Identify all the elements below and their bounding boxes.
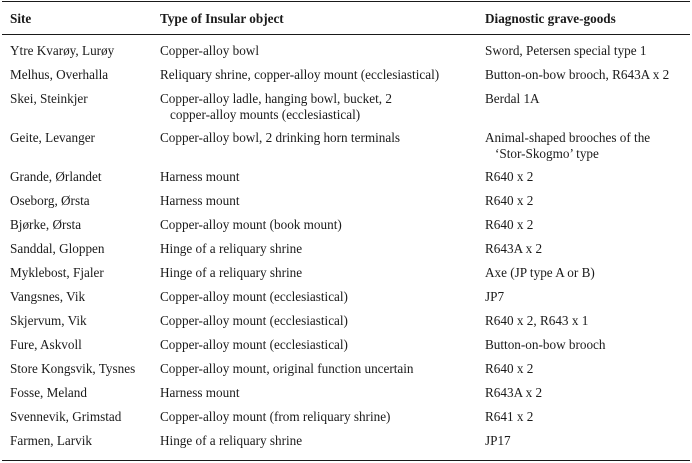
cell-object-type: Hinge of a reliquary shrine xyxy=(160,241,303,256)
header-rule xyxy=(2,34,690,35)
cell-site: Bjørke, Ørsta xyxy=(10,217,82,232)
header-grave-goods: Diagnostic grave-goods xyxy=(485,11,616,26)
cell-site: Myklebost, Fjaler xyxy=(10,265,104,280)
cell-object-type: Copper-alloy mount (ecclesiastical) xyxy=(160,289,348,304)
cell-site: Ytre Kvarøy, Lurøy xyxy=(10,43,115,58)
cell-grave-goods: Sword, Petersen special type 1 xyxy=(485,43,647,58)
cell-site: Grande, Ørlandet xyxy=(10,169,102,184)
cell-site: Melhus, Overhalla xyxy=(10,67,109,82)
cell-site: Skjervum, Vik xyxy=(10,313,87,328)
cell-object-type: Copper-alloy mount (from reliquary shrine) xyxy=(160,409,391,424)
cell-object-type: Copper-alloy mount (ecclesiastical) xyxy=(160,337,348,352)
top-rule xyxy=(2,1,690,2)
cell-object-type: Copper-alloy ladle, hanging bowl, bucket, 2 xyxy=(160,91,392,106)
cell-object-type: Copper-alloy mount (ecclesiastical) xyxy=(160,313,348,328)
cell-site: Fure, Askvoll xyxy=(10,337,82,352)
cell-grave-goods: Axe (JP type A or B) xyxy=(485,265,595,280)
cell-site: Farmen, Larvik xyxy=(10,433,93,448)
cell-object-type: Copper-alloy mount, original function uncertain xyxy=(160,361,414,376)
cell-object-type: Harness mount xyxy=(160,169,240,184)
header-site: Site xyxy=(10,11,32,26)
cell-object-type: Copper-alloy mount (book mount) xyxy=(160,217,342,232)
cell-object-type: Hinge of a reliquary shrine xyxy=(160,433,303,448)
bottom-rule xyxy=(2,460,690,461)
cell-grave-goods: R640 x 2 xyxy=(485,217,534,232)
cell-site: Fosse, Meland xyxy=(10,385,87,400)
cell-grave-goods: R640 x 2 xyxy=(485,169,534,184)
cell-site: Geite, Levanger xyxy=(10,130,95,145)
cell-object-type: Hinge of a reliquary shrine xyxy=(160,265,303,280)
cell-grave-goods: R640 x 2 xyxy=(485,361,534,376)
cell-grave-goods: Button-on-bow brooch xyxy=(485,337,606,352)
cell-grave-goods: Animal-shaped brooches of the xyxy=(485,130,651,145)
cell-site: Svennevik, Grimstad xyxy=(10,409,122,424)
cell-object-type: Copper-alloy bowl xyxy=(160,43,259,58)
cell-grave-goods: R643A x 2 xyxy=(485,385,543,400)
cell-grave-goods: JP17 xyxy=(485,433,511,448)
cell-grave-goods: R640 x 2 xyxy=(485,193,534,208)
header-object-type: Type of Insular object xyxy=(160,11,284,26)
cell-grave-goods: R640 x 2, R643 x 1 xyxy=(485,313,589,328)
cell-grave-goods: R643A x 2 xyxy=(485,241,543,256)
cell-object-type: Reliquary shrine, copper-alloy mount (ecclesiastical) xyxy=(160,67,440,82)
cell-grave-goods: JP7 xyxy=(485,289,505,304)
cell-grave-goods: R641 x 2 xyxy=(485,409,534,424)
cell-object-type: Copper-alloy bowl, 2 drinking horn terminals xyxy=(160,130,401,145)
cell-site: Skei, Steinkjer xyxy=(10,91,88,106)
cell-object-type: copper-alloy mounts (ecclesiastical) xyxy=(170,106,361,122)
cell-grave-goods: ‘Stor-Skogmo’ type xyxy=(495,145,599,161)
cell-grave-goods: Button-on-bow brooch, R643A x 2 xyxy=(485,67,670,82)
cell-site: Store Kongsvik, Tysnes xyxy=(10,361,136,376)
cell-object-type: Harness mount xyxy=(160,193,240,208)
cell-grave-goods: Berdal 1A xyxy=(485,91,540,106)
cell-site: Sanddal, Gloppen xyxy=(10,241,105,256)
cell-site: Vangsnes, Vik xyxy=(10,289,86,304)
cell-site: Oseborg, Ørsta xyxy=(10,193,90,208)
cell-object-type: Harness mount xyxy=(160,385,240,400)
